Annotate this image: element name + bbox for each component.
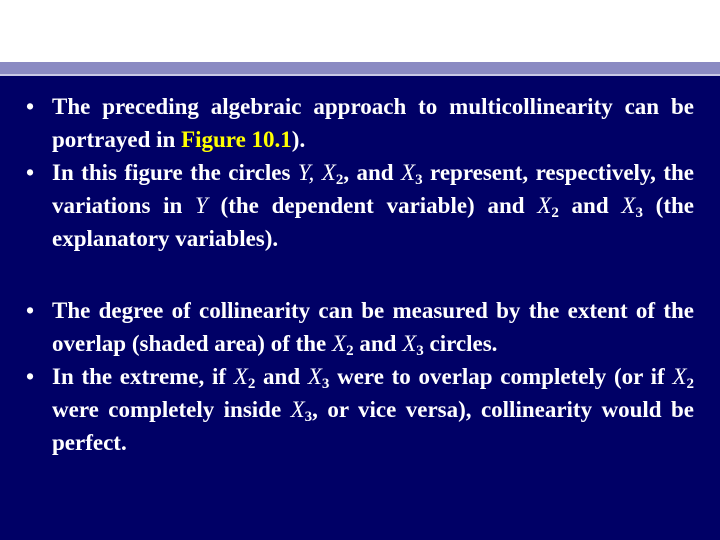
- bullet-text: [314, 160, 321, 185]
- bullet-text: , or vice versa), collinearity would be perfect.: [52, 397, 694, 455]
- variable-x: X: [332, 331, 347, 356]
- bullet-text: (the explanatory variables).: [52, 193, 694, 251]
- variable-y: Y,: [297, 160, 315, 185]
- bullet-item-2: [26, 156, 694, 255]
- subscript: 3: [304, 409, 313, 425]
- bullet-marker: •: [26, 94, 35, 119]
- divider-line: [0, 74, 720, 76]
- slide-body: [26, 90, 694, 459]
- subscript: 2: [346, 343, 354, 359]
- bullet-text: In this figure the circles: [52, 160, 298, 185]
- variable-x: X: [401, 160, 416, 185]
- variable-x: X: [321, 160, 336, 185]
- bullet-text: and: [255, 364, 308, 389]
- figure-reference: Figure 10.1: [181, 127, 292, 152]
- bullet-text: and: [353, 331, 403, 356]
- spacer: [26, 255, 694, 294]
- subscript: 3: [321, 376, 330, 392]
- subscript: 2: [686, 376, 694, 392]
- subscript: 2: [335, 172, 344, 188]
- bullet-marker: •: [26, 160, 35, 185]
- subscript: 3: [416, 343, 424, 359]
- variable-x: X: [537, 193, 552, 218]
- bullet-item-4: [26, 360, 694, 459]
- bullet-text: In the extreme, if: [52, 364, 234, 389]
- variable-x: X: [672, 364, 687, 389]
- bullet-item-3: [26, 294, 694, 360]
- bullet-text: (the dependent variable) and: [207, 193, 538, 218]
- bullet-marker: •: [26, 364, 35, 389]
- subscript: 3: [415, 172, 423, 188]
- subscript: 3: [635, 205, 643, 221]
- bullet-text: The degree of collinearity can be measured by the extent of the overlap (shaded area) of the: [52, 298, 694, 356]
- bullet-text: were to overlap completely (or if: [329, 364, 673, 389]
- variable-x: X: [307, 364, 322, 389]
- subscript: 2: [247, 376, 256, 392]
- bullet-text: and: [558, 193, 622, 218]
- variable-x: X: [290, 397, 305, 422]
- bullet-item-1: [26, 90, 694, 156]
- bullet-text: The preceding algebraic approach to multicollinearity can be portrayed in: [52, 94, 694, 152]
- bullet-marker: •: [26, 298, 35, 323]
- title-area: [0, 0, 720, 62]
- divider-bar: [0, 62, 720, 74]
- bullet-text: , and: [343, 160, 402, 185]
- subscript: 2: [551, 205, 559, 221]
- bullet-text: represent, respectively, the variations in: [52, 160, 695, 218]
- variable-y: Y: [195, 193, 208, 218]
- bullet-text: circles.: [423, 331, 498, 356]
- variable-x: X: [402, 331, 417, 356]
- bullet-text: ).: [291, 127, 306, 152]
- bullet-text: were completely inside: [52, 397, 291, 422]
- variable-x: X: [621, 193, 636, 218]
- variable-x: X: [233, 364, 248, 389]
